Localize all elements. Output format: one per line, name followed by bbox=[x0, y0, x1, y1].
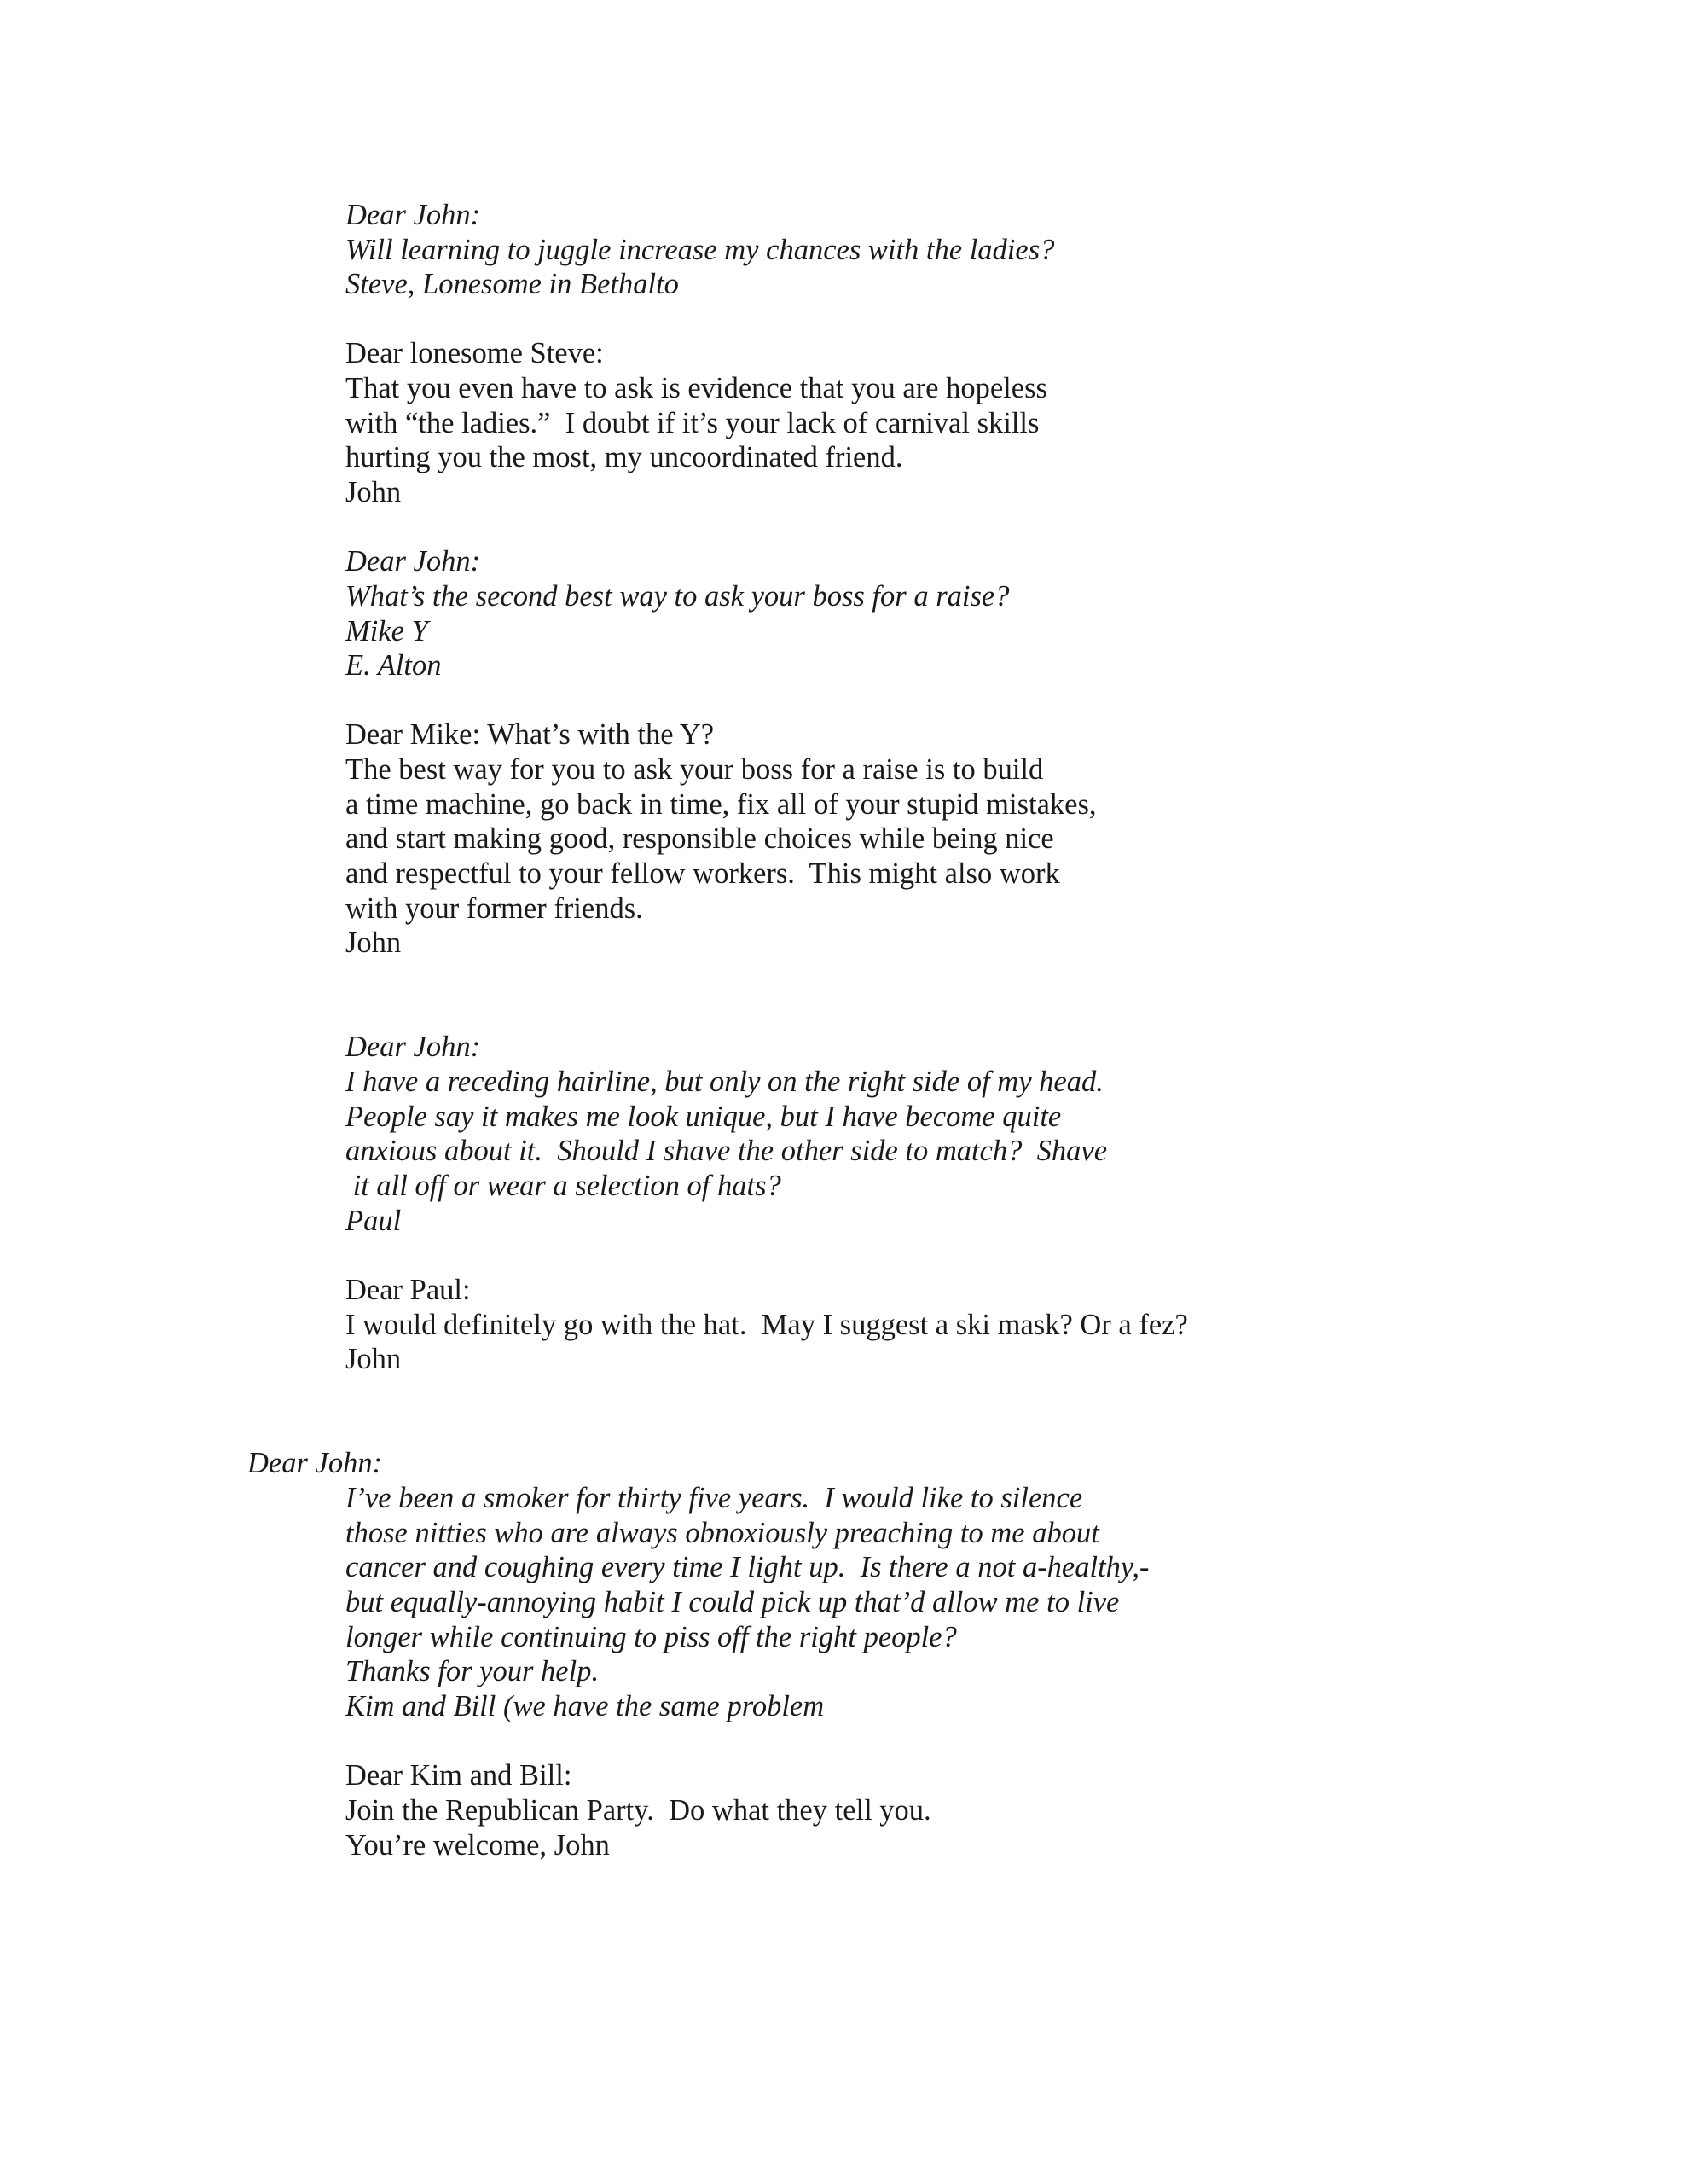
letter-3-answer-line: John bbox=[345, 1343, 402, 1375]
letter-1-question-line: Dear John: bbox=[345, 199, 481, 231]
letter-1-answer-line: hurting you the most, my uncoordinated friend. bbox=[345, 441, 903, 473]
letter-4-question-line: cancer and coughing every time I light up. Is there a not a-healthy,- bbox=[345, 1551, 1150, 1583]
letter-4-question-line: I’ve been a smoker for thirty five years. I would like to silence bbox=[345, 1482, 1083, 1514]
letter-3-answer-line: I would definitely go with the hat. May I suggest a ski mask? Or a fez? bbox=[345, 1309, 1188, 1341]
letter-2-answer-line: a time machine, go back in time, fix all of your stupid mistakes, bbox=[345, 788, 1097, 821]
letter-3-question-line: Paul bbox=[345, 1205, 402, 1237]
letter-2-answer-line: John bbox=[345, 926, 402, 959]
letter-4-question-line: Dear John: bbox=[247, 1447, 383, 1479]
letter-3-question-line: Dear John: bbox=[345, 1031, 481, 1063]
letter-2-answer-line: and respectful to your fellow workers. This might also work bbox=[345, 857, 1060, 890]
letter-3-answer-line: Dear Paul: bbox=[345, 1274, 471, 1306]
letter-2-question-line: E. Alton bbox=[345, 649, 442, 682]
letter-1-question-line: Will learning to juggle increase my chances with the ladies? bbox=[345, 234, 1055, 266]
letter-2-answer-line: Dear Mike: What’s with the Y? bbox=[345, 718, 715, 751]
letter-4-question-line: but equally-annoying habit I could pick up that’d allow me to live bbox=[345, 1586, 1120, 1618]
letter-2-answer-line: The best way for you to ask your boss for a raise is to build bbox=[345, 753, 1044, 786]
letter-4-answer-line: Join the Republican Party. Do what they tell you. bbox=[345, 1794, 931, 1827]
letter-2-question-line: Dear John: bbox=[345, 545, 481, 578]
letter-1-answer-line: Dear lonesome Steve: bbox=[345, 337, 604, 369]
letter-3-question-line: anxious about it. Should I shave the other side to match? Shave bbox=[345, 1135, 1108, 1167]
letter-1-answer-line: John bbox=[345, 476, 402, 508]
letter-4-question-line: those nitties who are always obnoxiously preaching to me about bbox=[345, 1517, 1099, 1549]
letter-2-answer-line: and start making good, responsible choices while being nice bbox=[345, 822, 1054, 855]
letter-3-question-line: People say it makes me look unique, but I have become quite bbox=[345, 1101, 1062, 1133]
letter-3-question-line: it all off or wear a selection of hats? bbox=[345, 1170, 781, 1202]
letter-4-question-line: longer while continuing to piss off the right people? bbox=[345, 1621, 957, 1653]
letter-4-question-line: Kim and Bill (we have the same problem bbox=[345, 1690, 825, 1722]
letter-1-answer-line: That you even have to ask is evidence that you are hopeless bbox=[345, 372, 1047, 404]
letter-2-question-line: Mike Y bbox=[345, 615, 428, 648]
letter-2-question-line: What’s the second best way to ask your boss for a raise? bbox=[345, 580, 1010, 613]
letter-4-answer-line: Dear Kim and Bill: bbox=[345, 1759, 572, 1792]
letter-1-question-line: Steve, Lonesome in Bethalto bbox=[345, 268, 679, 300]
letter-4-question-line: Thanks for your help. bbox=[345, 1655, 600, 1687]
letter-2-answer-line: with your former friends. bbox=[345, 892, 643, 925]
letter-4-answer-line: You’re welcome, John bbox=[345, 1829, 610, 1862]
letter-3-question-line: I have a receding hairline, but only on the right side of my head. bbox=[345, 1066, 1104, 1098]
letter-1-answer-line: with “the ladies.” I doubt if it’s your lack of carnival skills bbox=[345, 407, 1040, 439]
